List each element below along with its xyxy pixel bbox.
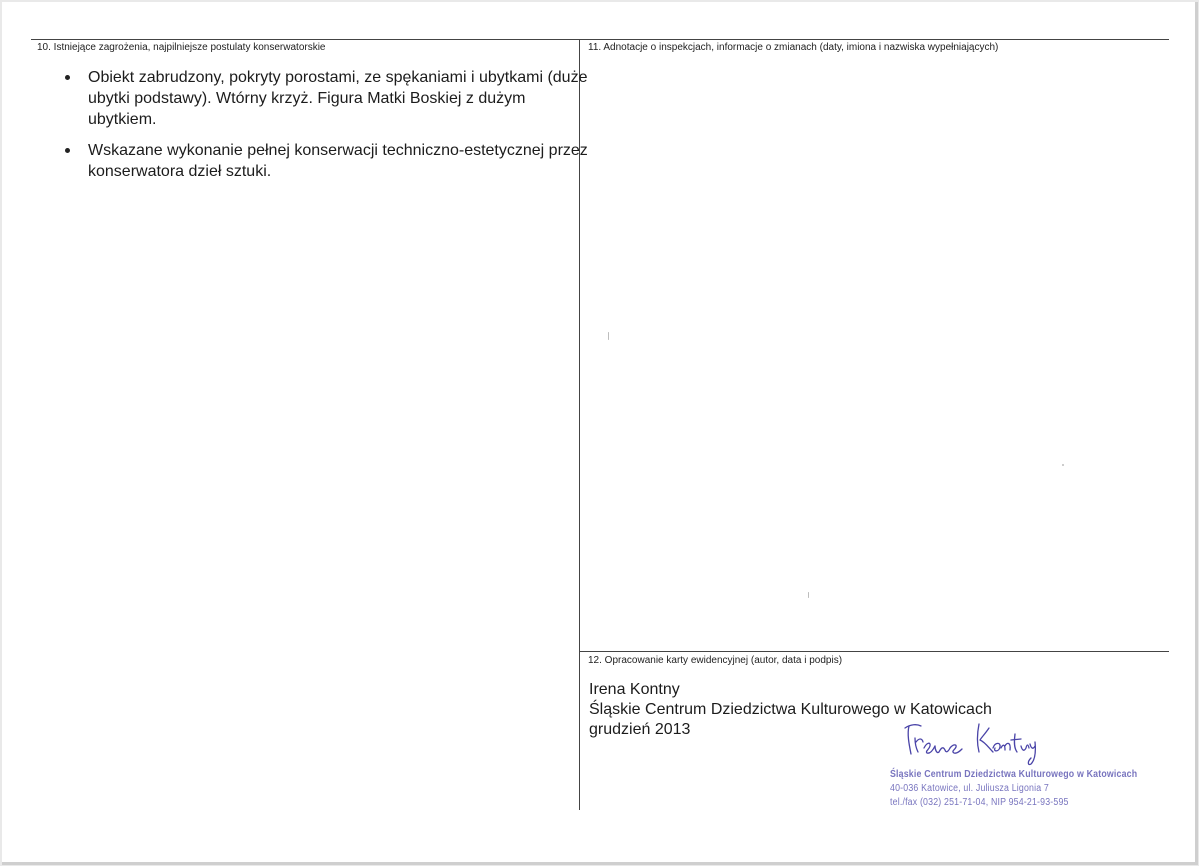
section11-label: 11. Adnotacje o inspekcjach, informacje o zmianach (daty, imiona i nazwiska wypełniających)	[588, 42, 999, 53]
section12-rule	[579, 651, 1169, 652]
handwritten-signature	[897, 720, 1047, 768]
section10-list	[64, 67, 588, 192]
author-institution: Śląskie Centrum Dziedzictwa Kulturowego w Katowicach	[589, 701, 992, 718]
list-item: Obiekt zabrudzony, pokryty porostami, ze spękaniami i ubytkami (duże ubytki podstawy). Wtórny krzyż. Figura Matki Boskiej z dużym ubytkiem.	[88, 69, 588, 128]
top-rule	[31, 39, 1169, 40]
list-item: Wskazane wykonanie pełnej konserwacji techniczno-estetycznej przez konserwatora dzieł sztuki.	[88, 142, 588, 180]
institution-stamp	[890, 768, 1137, 810]
document-sheet	[2, 2, 1198, 865]
author-date: grudzień 2013	[589, 721, 691, 738]
stamp-line-3: tel./fax (032) 251-71-04, NIP 954-21-93-595	[890, 797, 1069, 808]
section12-label: 12. Opracowanie karty ewidencyjnej (autor, data i podpis)	[588, 655, 843, 666]
author-name: Irena Kontny	[589, 681, 680, 698]
stamp-line-1: Śląskie Centrum Dziedzictwa Kulturowego w Katowicach	[890, 769, 1138, 780]
stamp-line-2: 40-036 Katowice, ul. Juliusza Ligonia 7	[890, 783, 1050, 794]
scan-speck	[608, 332, 609, 340]
scan-speck	[808, 592, 809, 598]
section10-label: 10. Istniejące zagrożenia, najpilniejsze postulaty konserwatorskie	[37, 42, 326, 53]
scan-speck	[1062, 464, 1064, 466]
